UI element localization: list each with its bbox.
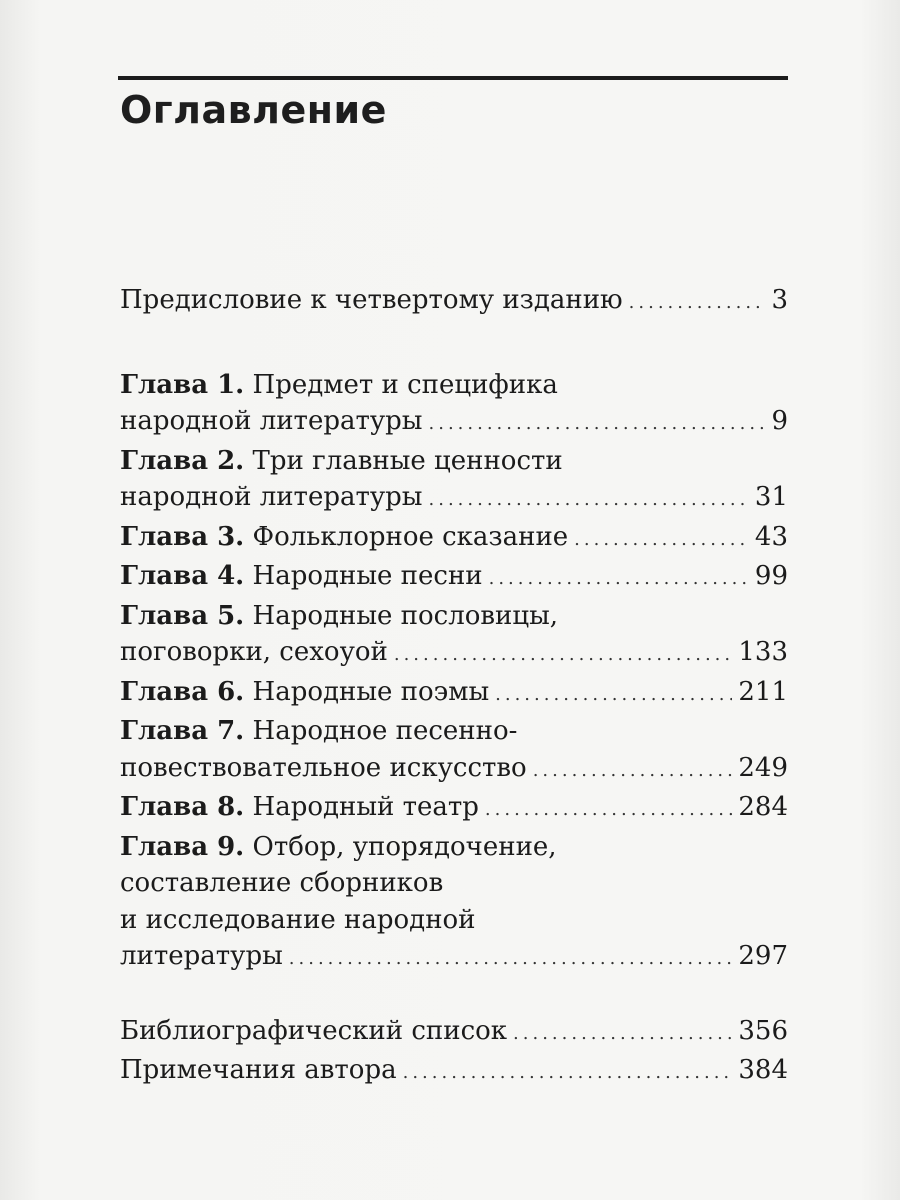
toc-page-number: 9: [771, 406, 788, 436]
toc-entry-text: Предисловие к четвертому изданию: [120, 285, 623, 315]
chapter-label: Глава 6.: [120, 676, 245, 707]
chapter-label: Глава 3.: [120, 521, 245, 552]
leader-dots: [495, 677, 732, 714]
toc-entry-text: народной литературы: [120, 482, 423, 512]
toc-entry-text: Три главные ценности: [252, 445, 563, 476]
toc-entry-text: повествовательное искусство: [120, 752, 527, 783]
toc-page-number: 133: [738, 637, 788, 667]
chapter-label: Глава 4.: [120, 561, 245, 591]
toc-entry-text: Народные песни: [252, 561, 483, 591]
leader-dots: [485, 792, 732, 829]
toc-entry-notes[interactable]: [120, 1052, 788, 1092]
table-of-contents: [120, 282, 788, 1092]
toc-entry-text: Народные пословицы,: [252, 600, 559, 631]
toc-page-number: 384: [738, 1055, 788, 1085]
toc-entry-text: поговорки, сехоуой: [120, 637, 388, 667]
chapter-label: Глава 5.: [120, 600, 245, 631]
leader-dots: [429, 406, 766, 443]
chapter-label: Глава 9.: [120, 831, 245, 862]
leader-dots: [403, 1055, 733, 1092]
toc-entry-text: Примечания автора: [120, 1055, 397, 1085]
leader-dots: [289, 941, 733, 978]
toc-entry-text: Народные поэмы: [252, 676, 490, 707]
header-rule: [118, 76, 788, 80]
leader-dots: [629, 285, 766, 322]
leader-dots: [429, 482, 749, 519]
toc-page-number: 356: [738, 1015, 788, 1046]
toc-page-number: 3: [771, 285, 788, 315]
toc-page-number: 211: [738, 676, 788, 707]
toc-entry-ch6[interactable]: [120, 674, 788, 714]
toc-entry-bibliography[interactable]: [120, 1013, 788, 1053]
toc-entry-ch2[interactable]: [120, 443, 788, 519]
leader-dots: [394, 637, 733, 674]
toc-entry-text: составление сборников: [120, 868, 444, 898]
toc-page-number: 297: [738, 941, 788, 971]
chapter-label: Глава 1.: [120, 369, 245, 400]
leader-dots: [574, 522, 749, 559]
toc-entry-ch4[interactable]: [120, 558, 788, 598]
toc-entry-ch3[interactable]: [120, 519, 788, 559]
toc-entry-text: Библиографический список: [120, 1015, 508, 1046]
leader-dots: [489, 561, 749, 598]
toc-page-number: 31: [754, 482, 788, 512]
toc-entry-text: Народное песенно-: [252, 716, 518, 746]
toc-page-number: 43: [754, 521, 788, 552]
toc-entry-text: народной литературы: [120, 406, 423, 436]
toc-page-number: 284: [738, 792, 788, 822]
toc-page-number: 99: [754, 561, 788, 591]
chapter-label: Глава 2.: [120, 445, 245, 476]
toc-entry-text: и исследование народной: [120, 904, 476, 935]
toc-entry-ch5[interactable]: [120, 598, 788, 674]
leader-dots: [513, 1016, 732, 1053]
toc-entry-ch7[interactable]: [120, 713, 788, 789]
leader-dots: [533, 753, 733, 790]
toc-entry-ch9[interactable]: [120, 829, 788, 978]
toc-page-number: 249: [738, 752, 788, 783]
toc-entry-ch1[interactable]: [120, 367, 788, 443]
toc-entry-ch8[interactable]: [120, 789, 788, 829]
chapter-label: Глава 8.: [120, 792, 245, 822]
toc-entry-text: Народный театр: [252, 792, 479, 822]
toc-entry-text: Фольклорное сказание: [252, 521, 569, 552]
chapter-label: Глава 7.: [120, 716, 245, 746]
toc-entry-preface[interactable]: [120, 282, 788, 322]
toc-entry-text: литературы: [120, 941, 283, 971]
page-title: Оглавление: [120, 88, 387, 132]
toc-entry-text: Отбор, упорядочение,: [252, 831, 557, 862]
toc-entry-text: Предмет и специфика: [252, 369, 558, 400]
